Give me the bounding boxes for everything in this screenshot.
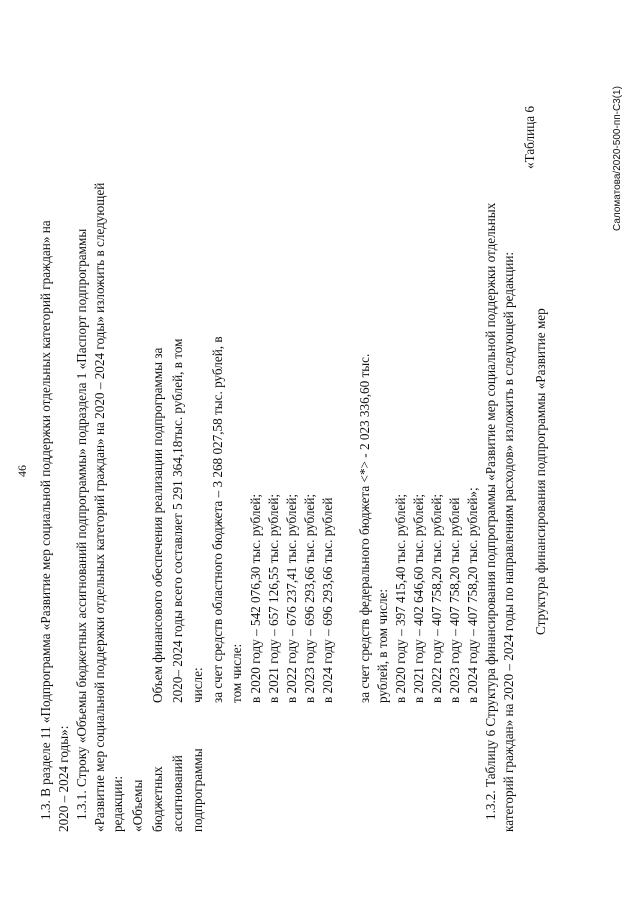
federal-year-2022: в 2022 году – 407 758,20 тыс. рублей; [429,493,444,703]
page-number: 46 [15,465,29,477]
row-label-line-1: «Объемы [130,779,145,832]
row-label-line-4: подпрограммы [190,748,205,832]
paragraph-1-3-line-1: 1.3. В разделе 11 «Подпрограмма «Развитие мер социальной поддержки отдельных категорий граждан» на [38,220,53,820]
regional-year-2024: в 2024 году – 696 293,66 тыс. рублей [320,497,335,703]
regional-line-2: том числе: [229,643,244,703]
financing-line-1: Объем финансового обеспечения реализации подпрограммы за [150,347,165,703]
paragraph-1-3-1-line-3: редакции: [110,775,125,832]
regional-year-2021: в 2021 году – 657 126,55 тыс. рублей; [266,493,281,703]
footer-code: Саломатова/2020-500-пп-С3(1) [612,86,623,231]
structure-title: Структура финансирования подпрограммы «Развитие мер [533,308,548,635]
regional-year-2022: в 2022 году – 676 237,41 тыс. рублей; [284,493,299,703]
federal-year-2021: в 2021 году – 402 646,60 тыс. рублей; [411,493,426,703]
federal-year-2020: в 2020 году – 397 415,40 тыс. рублей; [393,493,408,703]
row-label-line-2: бюджетных [150,766,165,832]
paragraph-1-3-1-line-2: «Развитие мер социальной поддержки отдельных категорий граждан» на 2020 – 2024 годы» изложить в следующей [92,182,107,832]
federal-year-2023: в 2023 году – 407 758,20 тыс. рублей [447,497,462,703]
regional-year-2020: в 2020 году – 542 076,30 тыс. рублей; [248,493,263,703]
financing-line-3: числе: [190,667,205,703]
financing-line-2: 2020– 2024 годы всего составляет 5 291 364,18тыс. рублей, в том [170,338,185,703]
regional-year-2023: в 2023 году – 696 293,66 тыс. рублей; [302,493,317,703]
row-label-line-3: ассигнований [170,755,185,832]
federal-line-1: за счет средств федерального бюджета <*> - 2 023 336,60 тыс. [357,353,372,703]
table-reference: «Таблица 6 [522,106,537,169]
paragraph-1-3-2-line-1: 1.3.2. Таблицу 6 Структура финансирования подпрограммы «Развитие мер социальной поддержки отдельных [483,202,498,820]
paragraph-1-3-1-line-1: 1.3.1. Строку «Объемы бюджетных ассигнований подпрограммы» подраздела 1 «Паспорт подпрограммы [74,228,89,820]
federal-year-2024: в 2024 году – 407 758,20 тыс. рублей»; [465,487,480,703]
federal-line-2: рублей, в том числе: [375,588,390,703]
paragraph-1-3-line-2: 2020 – 2024 годы»: [56,725,71,832]
regional-line-1: за счет средств областного бюджета – 3 268 027,58 тыс. рублей, в [210,336,225,703]
paragraph-1-3-2-line-2: категорий граждан» на 2020 – 2024 годы по направлениям расходов» изложить в следующей редакции: [501,251,516,832]
